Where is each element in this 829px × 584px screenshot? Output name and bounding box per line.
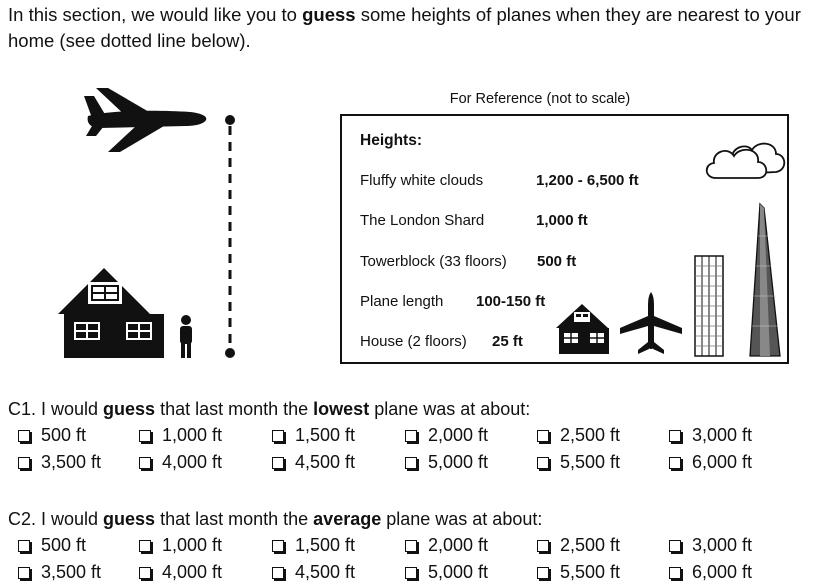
option-checkbox[interactable] (537, 562, 620, 583)
option-checkbox[interactable] (537, 425, 620, 446)
reference-row-plane (360, 293, 546, 310)
option-label: 1,500 ft (295, 535, 356, 555)
question-suffix: plane was at about: (381, 509, 543, 529)
reference-caption: For Reference (not to scale) (449, 91, 631, 107)
checkbox-icon[interactable] (669, 540, 681, 552)
option-label: 4,500 ft (295, 452, 356, 472)
checkbox-icon[interactable] (18, 430, 30, 442)
option-checkbox[interactable] (405, 425, 488, 446)
question-bold: guess (103, 399, 156, 419)
checkbox-icon[interactable] (669, 567, 681, 579)
reference-row-shard (360, 212, 588, 229)
option-label: 3,500 ft (41, 562, 102, 582)
question-middle: that last month the (155, 509, 314, 529)
question-bold: lowest (313, 399, 370, 419)
checkbox-icon[interactable] (18, 457, 30, 469)
reference-label: House (2 floors) (360, 333, 467, 350)
option-checkbox[interactable] (18, 535, 86, 556)
checkbox-icon[interactable] (18, 567, 30, 579)
option-checkbox[interactable] (18, 562, 101, 583)
option-label: 1,500 ft (295, 425, 356, 445)
question-suffix: plane was at about: (369, 399, 531, 419)
dotted-height-line (225, 115, 235, 358)
checkbox-icon[interactable] (669, 457, 681, 469)
intro-bold: guess (302, 4, 356, 25)
option-checkbox[interactable] (405, 562, 488, 583)
reference-label: The London Shard (360, 212, 485, 229)
checkbox-icon[interactable] (139, 457, 151, 469)
option-label: 5,000 ft (428, 562, 489, 582)
checkbox-icon[interactable] (139, 540, 151, 552)
option-label: 3,000 ft (692, 535, 753, 555)
house-icon (556, 304, 609, 354)
option-checkbox[interactable] (669, 452, 752, 473)
question-middle: that last month the (155, 399, 314, 419)
checkbox-icon[interactable] (537, 540, 549, 552)
option-label: 4,000 ft (162, 452, 223, 472)
checkbox-icon[interactable] (405, 457, 417, 469)
question-c2 (8, 509, 542, 530)
option-label: 2,000 ft (428, 425, 489, 445)
option-checkbox[interactable] (669, 425, 752, 446)
reference-row-clouds (360, 172, 639, 189)
house-icon (58, 268, 164, 358)
reference-label: Plane length (360, 293, 444, 310)
reference-value: 1,200 - 6,500 ft (536, 172, 639, 189)
reference-value: 500 ft (537, 253, 577, 270)
option-label: 5,000 ft (428, 452, 489, 472)
skyscraper-icon (750, 204, 780, 356)
option-checkbox[interactable] (537, 535, 620, 556)
option-label: 4,500 ft (295, 562, 356, 582)
checkbox-icon[interactable] (139, 430, 151, 442)
cloud-icon (707, 144, 785, 178)
reference-value: 100-150 ft (476, 293, 546, 310)
checkbox-icon[interactable] (18, 540, 30, 552)
option-label: 6,000 ft (692, 562, 753, 582)
option-checkbox[interactable] (669, 562, 752, 583)
checkbox-icon[interactable] (272, 430, 284, 442)
option-checkbox[interactable] (272, 562, 355, 583)
reference-heading: Heights: (360, 132, 422, 149)
reference-row-towerblock (360, 253, 577, 270)
checkbox-icon[interactable] (272, 540, 284, 552)
option-checkbox[interactable] (669, 535, 752, 556)
reference-value: 25 ft (492, 333, 523, 350)
question-bold: guess (103, 509, 156, 529)
height-illustration (40, 82, 300, 372)
option-checkbox[interactable] (139, 425, 222, 446)
option-checkbox[interactable] (18, 452, 101, 473)
option-label: 3,000 ft (692, 425, 753, 445)
intro-part2: some heights of planes when they are nearest to your home (see dotted line below). (8, 4, 801, 51)
option-checkbox[interactable] (272, 535, 355, 556)
checkbox-icon[interactable] (405, 567, 417, 579)
option-checkbox[interactable] (537, 452, 620, 473)
option-label: 2,500 ft (560, 535, 621, 555)
question-bold: average (313, 509, 382, 529)
option-label: 4,000 ft (162, 562, 223, 582)
reference-label: Towerblock (33 floors) (360, 253, 507, 270)
reference-label: Fluffy white clouds (360, 172, 484, 189)
option-label: 3,500 ft (41, 452, 102, 472)
option-label: 6,000 ft (692, 452, 753, 472)
option-label: 1,000 ft (162, 535, 223, 555)
checkbox-icon[interactable] (405, 430, 417, 442)
question-prefix: C2. I would (8, 509, 104, 529)
option-label: 2,500 ft (560, 425, 621, 445)
reference-art (554, 116, 789, 362)
option-label: 500 ft (41, 535, 87, 555)
option-checkbox[interactable] (139, 562, 222, 583)
checkbox-icon[interactable] (537, 567, 549, 579)
reference-value: 1,000 ft (536, 212, 588, 229)
checkbox-icon[interactable] (272, 567, 284, 579)
option-label: 1,000 ft (162, 425, 223, 445)
checkbox-icon[interactable] (272, 457, 284, 469)
option-label: 500 ft (41, 425, 87, 445)
checkbox-icon[interactable] (537, 430, 549, 442)
tower-block-icon (695, 256, 723, 356)
intro-text (8, 2, 828, 54)
option-checkbox[interactable] (18, 425, 86, 446)
question-c1 (8, 399, 530, 420)
airplane-icon (620, 292, 682, 354)
option-checkbox[interactable] (405, 452, 488, 473)
option-checkbox[interactable] (272, 452, 355, 473)
option-checkbox[interactable] (272, 425, 355, 446)
intro-part1: In this section, we would like you to (8, 4, 303, 25)
option-checkbox[interactable] (139, 452, 222, 473)
checkbox-icon[interactable] (139, 567, 151, 579)
reference-box (340, 114, 789, 364)
checkbox-icon[interactable] (537, 457, 549, 469)
airplane-icon (84, 88, 206, 152)
person-icon (180, 315, 192, 358)
checkbox-icon[interactable] (669, 430, 681, 442)
question-prefix: C1. I would (8, 399, 104, 419)
checkbox-icon[interactable] (405, 540, 417, 552)
option-label: 5,500 ft (560, 562, 621, 582)
reference-row-house (360, 333, 523, 350)
option-label: 5,500 ft (560, 452, 621, 472)
option-checkbox[interactable] (405, 535, 488, 556)
option-label: 2,000 ft (428, 535, 489, 555)
option-checkbox[interactable] (139, 535, 222, 556)
